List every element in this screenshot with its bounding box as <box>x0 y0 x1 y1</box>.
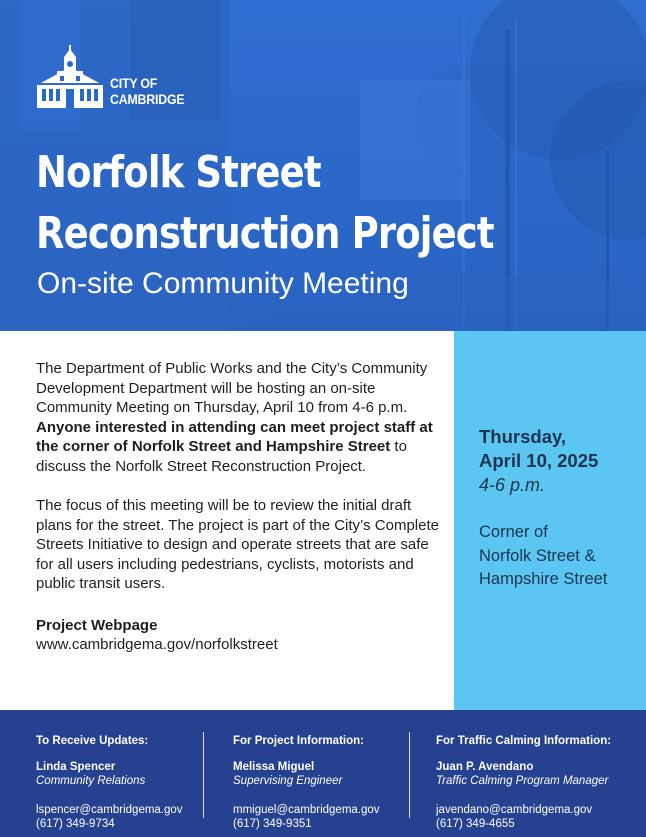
contact-header: For Project Information: <box>233 735 364 747</box>
logo-line-1: CITY OF <box>110 75 158 91</box>
contact-name: Linda Spencer <box>36 761 116 773</box>
focus-paragraph: The focus of this meeting will be to review the initial draft plans for the street. The project is part of the City’s Complete Streets Initiative to design and operate streets that are safe for all users including pedestrians, cyclists, motorists and public transit users. <box>36 497 439 592</box>
contact-email[interactable]: mmiguel@cambridgema.gov <box>233 804 380 816</box>
project-webpage-link[interactable]: www.cambridgema.gov/norfolkstreet <box>36 636 278 653</box>
contact-role: Traffic Calming Program Manager <box>436 775 609 787</box>
footer-divider <box>203 732 204 818</box>
meeting-description <box>36 359 446 655</box>
contacts-footer <box>0 710 646 837</box>
location-line-2: Norfolk Street & <box>479 546 596 565</box>
contact-updates <box>36 734 183 832</box>
location-line-1: Corner of <box>479 523 548 541</box>
page-subtitle: On-site Community Meeting <box>37 267 409 300</box>
intro-highlight: Anyone interested in attending can meet project staff at the corner of Norfolk Street and Hampshire Street <box>36 418 433 455</box>
contact-role: Community Relations <box>36 775 146 787</box>
meeting-details <box>479 425 607 592</box>
project-webpage-label: Project Webpage <box>36 616 158 634</box>
city-hall-icon <box>35 45 105 110</box>
contact-name: Melissa Miguel <box>233 761 315 773</box>
contact-traffic-calming <box>436 734 611 832</box>
page-title <box>36 142 494 264</box>
contact-name: Juan P. Avendano <box>436 761 534 773</box>
contact-header: For Traffic Calming Information: <box>436 735 612 747</box>
title-line-1: Norfolk Street <box>36 147 321 198</box>
meeting-time: 4-6 p.m. <box>479 475 546 495</box>
intro-text: The Department of Public Works and the City’s Community Development Department will be hosting an on-site Community Meeting on Thursday, April 10 from 4-6 p.m. <box>36 360 428 416</box>
intro-paragraph <box>36 359 446 476</box>
meeting-details-panel <box>454 331 646 710</box>
contact-email[interactable]: javendano@cambridgema.gov <box>436 804 593 816</box>
contact-header: To Receive Updates: <box>36 735 149 747</box>
contact-email[interactable]: lspencer@cambridgema.gov <box>36 804 183 816</box>
contact-phone[interactable]: (617) 349-4655 <box>436 818 515 830</box>
contact-project-info <box>233 734 380 832</box>
contact-phone[interactable]: (617) 349-9734 <box>36 818 115 830</box>
meeting-date-line-2: April 10, 2025 <box>479 450 599 471</box>
title-line-2: Reconstruction Project <box>36 208 494 259</box>
contact-role: Supervising Engineer <box>233 775 343 787</box>
footer-divider <box>409 732 410 818</box>
meeting-location <box>479 521 607 592</box>
meeting-date-line-1: Thursday, <box>479 426 567 447</box>
intro-text-end: to discuss the Norfolk Street Reconstruction Project. <box>36 438 407 475</box>
location-line-3: Hampshire Street <box>479 570 608 588</box>
logo-wordmark <box>110 75 184 107</box>
logo-line-2: CAMBRIDGE <box>110 91 185 107</box>
contact-phone[interactable]: (617) 349-9351 <box>233 818 312 830</box>
city-of-cambridge-logo <box>35 45 195 110</box>
hero-banner <box>0 0 646 331</box>
